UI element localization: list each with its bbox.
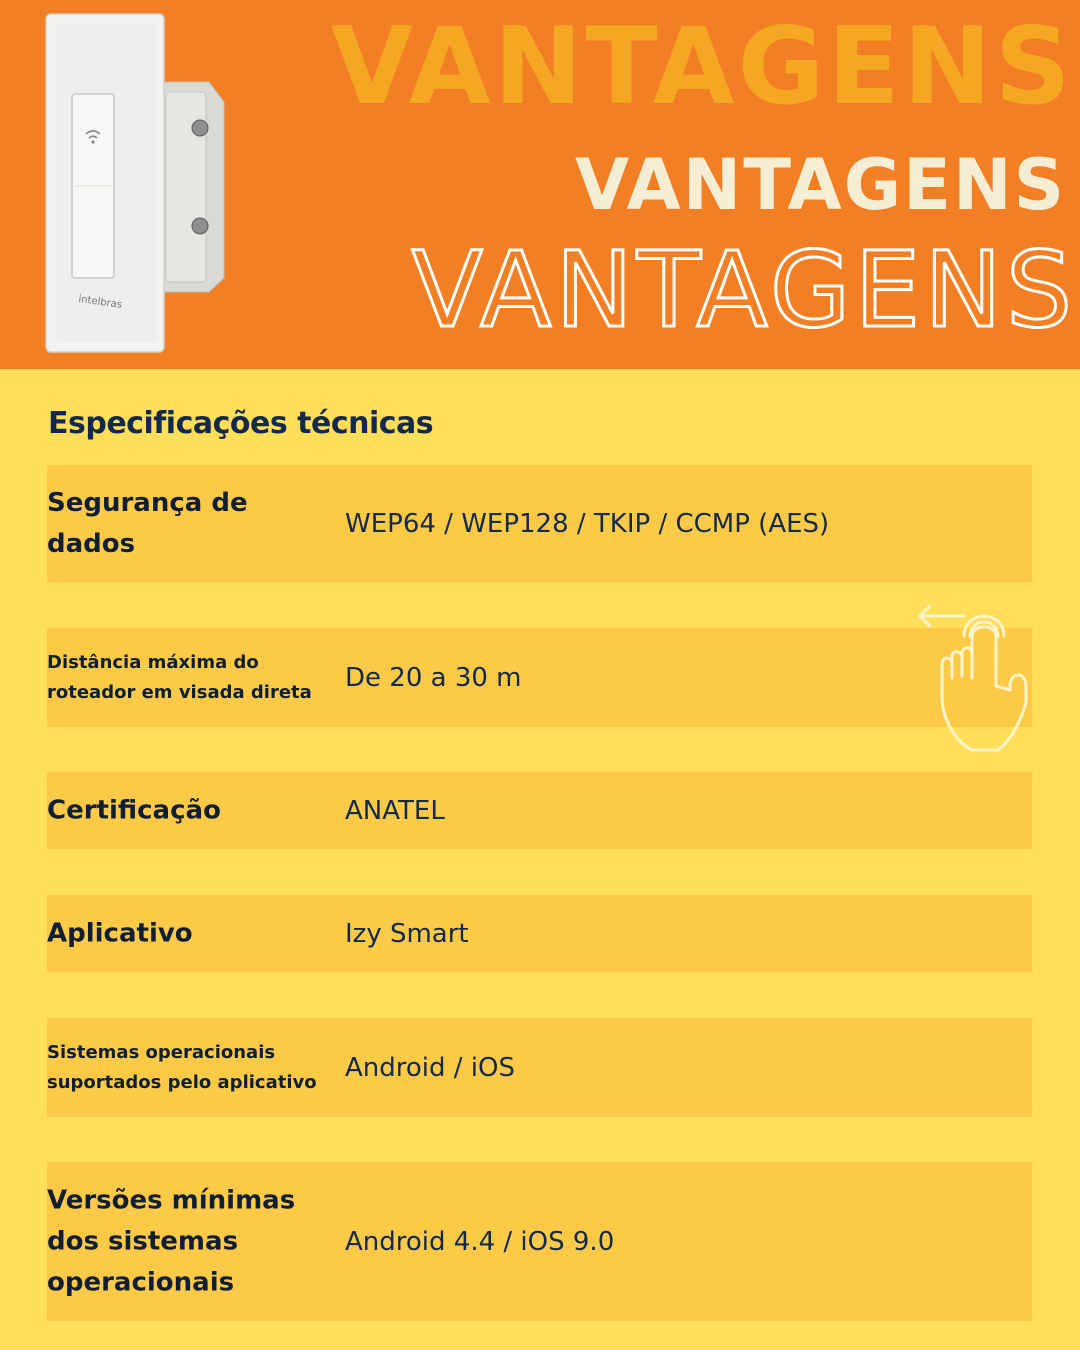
spec-label: Segurança de dados <box>47 487 248 559</box>
spec-value: ANATEL <box>345 795 445 826</box>
spec-value: Izy Smart <box>345 918 469 949</box>
spec-value: Android 4.4 / iOS 9.0 <box>345 1226 615 1257</box>
hero-title-line-2: VANTAGENS <box>575 144 1066 226</box>
smart-switch-product-image <box>44 10 229 355</box>
spec-row-distancia <box>47 628 1032 727</box>
hero-title-line-3-outline: VANTAGENS <box>411 229 1076 351</box>
spec-label: Versões mínimas dos sistemas operacionais <box>47 1185 296 1297</box>
spec-row-certificacao <box>47 772 1032 849</box>
spec-label: Certificação <box>47 795 221 825</box>
hero-banner <box>0 0 1080 369</box>
spec-label: Sistemas operacionais suportados pelo aplicativo <box>47 1041 317 1093</box>
spec-label: Distância máxima do roteador em visada direta <box>47 651 312 703</box>
spec-label: Aplicativo <box>47 918 193 948</box>
spec-row-seguranca <box>47 465 1032 582</box>
spec-row-sistemas <box>47 1018 1032 1117</box>
specs-heading: Especificações técnicas <box>48 406 434 441</box>
swipe-left-hand-icon <box>908 592 1033 760</box>
spec-row-aplicativo <box>47 895 1032 972</box>
spec-row-versoes <box>47 1162 1032 1321</box>
spec-value: WEP64 / WEP128 / TKIP / CCMP (AES) <box>345 508 830 539</box>
brand-logo: intelbras <box>77 293 123 311</box>
spec-value: Android / iOS <box>345 1052 516 1083</box>
spec-value: De 20 a 30 m <box>345 662 522 693</box>
hero-title-line-1: VANTAGENS <box>330 5 1074 128</box>
